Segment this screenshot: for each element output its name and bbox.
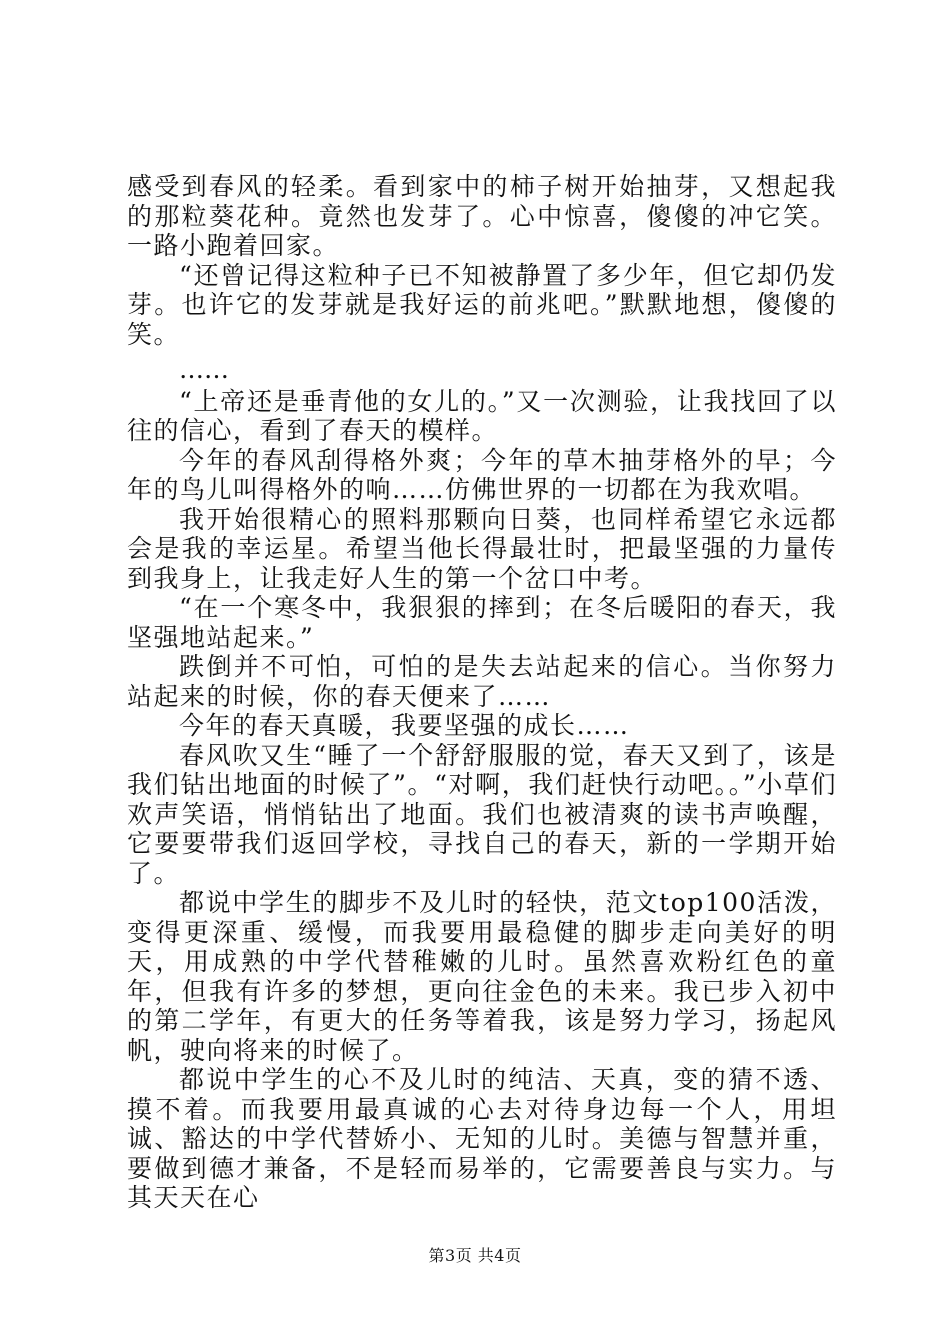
paragraph-12: 都说中学生的心不及儿时的纯洁、天真，变的猜不透、摸不着。而我要用最真诚的心去对待身边每一个人，用坦诚、豁达的中学代替娇小、无知的儿时。美德与智慧并重，要做到德才兼备，不是轻而易举的，它需要善良与实力。与其天天在心 bbox=[127, 1065, 837, 1212]
paragraph-10: 春风吹又生“睡了一个舒舒服服的觉，春天又到了，该是我们钻出地面的时候了”。“对啊，我们赶快行动吧。。”小草们欢声笑语，悄悄钻出了地面。我们也被清爽的读书声唤醒，它要要带我们返回学校，寻找自己的春天，新的一学期开始了。 bbox=[127, 740, 837, 888]
document-body bbox=[127, 172, 837, 1213]
paragraph-7: “在一个寒冬中，我狠狠的摔到；在冬后暖阳的春天，我坚强地站起来。” bbox=[127, 593, 837, 652]
paragraph-4: “上帝还是垂青他的女儿的。”又一次测验，让我找回了以往的信心，看到了春天的模样。 bbox=[127, 386, 837, 445]
paragraph-2: “还曾记得这粒种子已不知被静置了多少年，但它却仍发芽。也许它的发芽就是我好运的前兆吧。”默默地想，傻傻的笑。 bbox=[127, 260, 837, 349]
paragraph-9: 今年的春天真暖，我要坚强的成长…… bbox=[179, 711, 630, 740]
paragraph-6: 我开始很精心的照料那颗向日葵，也同样希望它永远都会是我的幸运星。希望当他长得最壮时，把最坚强的力量传到我身上，让我走好人生的第一个岔口中考。 bbox=[127, 504, 837, 593]
paragraph-1: 感受到春风的轻柔。看到家中的柿子树开始抽芽，又想起我的那粒葵花种。竟然也发芽了。心中惊喜，傻傻的冲它笑。一路小跑着回家。 bbox=[127, 172, 837, 260]
paragraph-11: 都说中学生的脚步不及儿时的轻快，范文top100活泼，变得更深重、缓慢，而我要用最稳健的脚步走向美好的明天，用成熟的中学代替稚嫩的儿时。虽然喜欢粉红色的童年，但我有许多的梦想，更向往金色的未来。我已步入初中的第二学年，有更大的任务等着我，该是努力学习，扬起风帆，驶向将来的时候了。 bbox=[127, 888, 837, 1065]
paragraph-ellipsis: …… bbox=[179, 355, 229, 384]
paragraph-8: 跌倒并不可怕，可怕的是失去站起来的信心。当你努力站起来的时候，你的春天便来了…… bbox=[127, 652, 837, 711]
page-footer: 第3页 共4页 bbox=[428, 1246, 522, 1265]
paragraph-5: 今年的春风刮得格外爽；今年的草木抽芽格外的早；今年的鸟儿叫得格外的响……仿佛世界的一切都在为我欢唱。 bbox=[127, 445, 837, 504]
